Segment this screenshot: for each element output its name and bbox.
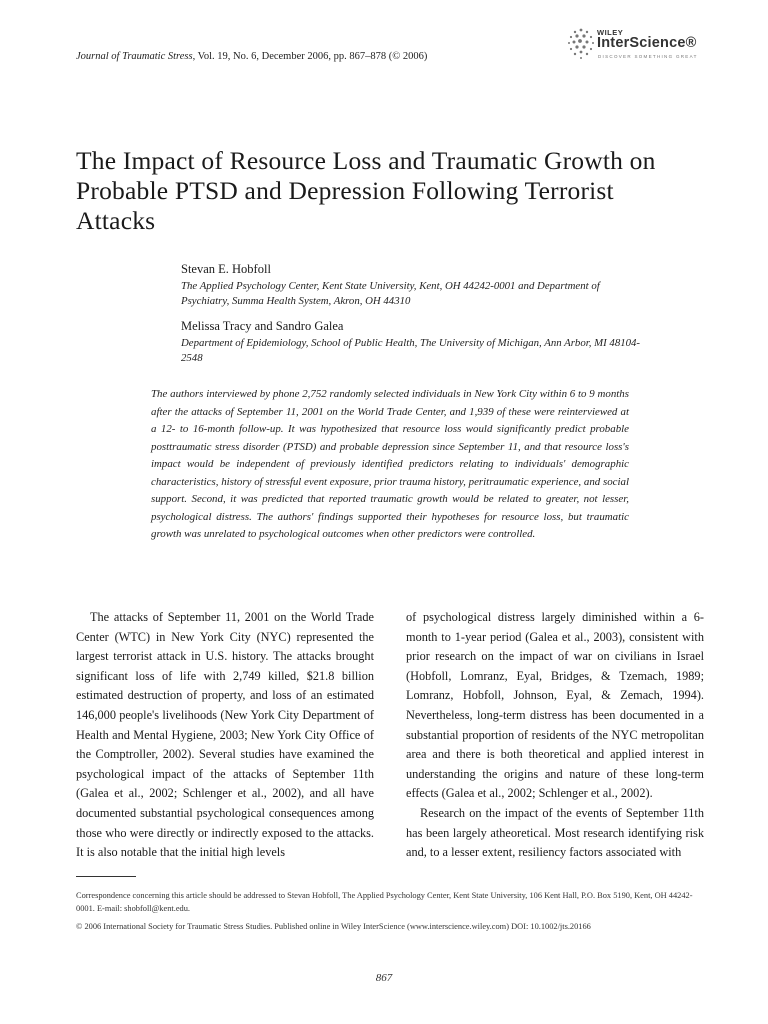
copyright-footnote: © 2006 International Society for Traumatic Stress Studies. Published online in Wiley InterScience (www.interscience.wiley.com) DOI: 10.1002/jts.20166 bbox=[76, 922, 591, 931]
publisher-name: WILEY bbox=[597, 28, 624, 37]
logo-tagline: DISCOVER SOMETHING GREAT bbox=[598, 54, 698, 59]
body-column-right bbox=[406, 608, 704, 863]
wiley-interscience-logo bbox=[566, 24, 716, 64]
page-number: 867 bbox=[375, 972, 393, 984]
author-name: Melissa Tracy and Sandro Galea bbox=[181, 319, 344, 333]
abstract: The authors interviewed by phone 2,752 randomly selected individuals in New York City within 6 to 9 months after the attacks of September 11, 2001 on the World Trade Center, and 1,939 of these were reinterviewed at a 12- to 16-month follow-up. It was hypothesized that resource loss would significantly predict probable posttraumatic stress disorder (PTSD) and probable depression since September 11, and that resource loss's impact would be independent of previously identified predictors relating to individuals' demographic characteristics, history of stressful event exposure, prior trauma history, peritraumatic experience, and social support. Second, it was predicted that reported traumatic growth would be related to greater, not lesser, psychological distress. The authors' findings supported their hypotheses for resource loss, but traumatic growth was unrelated to psychological outcomes when other predictors were controlled. bbox=[151, 388, 629, 540]
author-affiliation: The Applied Psychology Center, Kent State University, Kent, OH 44242-0001 and Department of Psychiatry, Summa Health System, Akron, OH 44310 bbox=[181, 280, 600, 307]
journal-issue-info: , Vol. 19, No. 6, December 2006, pp. 867–878 (© 2006) bbox=[192, 51, 428, 62]
brand-name: InterScience® bbox=[597, 35, 697, 51]
body-paragraph: of psychological distress largely diminished within a 6-month to 1-year period (Galea et al., 2003), consistent with prior research on the impact of war on civilians in Israel (Hobfoll, Lomranz, Eyal, Bridges, & Tzemach, 1989; Lomranz, Hobfoll, Johnson, Eyal, & Zemach, 1994). Nevertheless, long-term distress has been documented in a substantial proportion of residents of the NYC metropolitan area and there is both theoretical and applied interest in understanding the origins and nature of these long-term effects (Galea et al., 2002; Schlenger et al., 2002). bbox=[406, 610, 704, 801]
correspondence-footnote: Correspondence concerning this article should be addressed to Stevan Hobfoll, The Applied Psychology Center, Kent State University, 106 Kent Hall, P.O. Box 5190, Kent, OH 44242-0001. E-mail: shobfoll@kent.edu. bbox=[76, 891, 693, 913]
dotted-globe-icon bbox=[566, 26, 596, 62]
journal-name: Journal of Traumatic Stress bbox=[76, 51, 193, 62]
footnote-divider bbox=[76, 876, 136, 877]
article-title: The Impact of Resource Loss and Traumatic Growth on Probable PTSD and Depression Following Terrorist Attacks bbox=[76, 146, 656, 235]
body-column-left bbox=[76, 608, 374, 863]
body-paragraph: Research on the impact of the events of September 11th has been largely atheoretical. Most research identifying risk and, to a lesser extent, resiliency factors associated with bbox=[406, 805, 704, 860]
journal-citation bbox=[76, 51, 427, 62]
author-affiliation: Department of Epidemiology, School of Public Health, The University of Michigan, Ann Arbor, MI 48104-2548 bbox=[181, 337, 641, 364]
body-paragraph: The attacks of September 11, 2001 on the World Trade Center (WTC) in New York City (NYC) represented the largest terrorist attack in U.S. history. The attacks brought significant loss of life with 2,749 killed, $21.8 billion estimated destruction of property, and loss of an estimated 146,000 people's livelihoods (New York City Department of Health and Mental Hygiene, 2003; New York City Office of the Comptroller, 2002). Several studies have examined the psychological impact of the attacks of September 11th (Galea et al., 2002; Schlenger et al., 2002), and all have documented substantial psychological consequences among those who were directly or indirectly exposed to the attacks. It is also notable that the initial high levels bbox=[76, 610, 374, 860]
author-name: Stevan E. Hobfoll bbox=[181, 262, 271, 276]
